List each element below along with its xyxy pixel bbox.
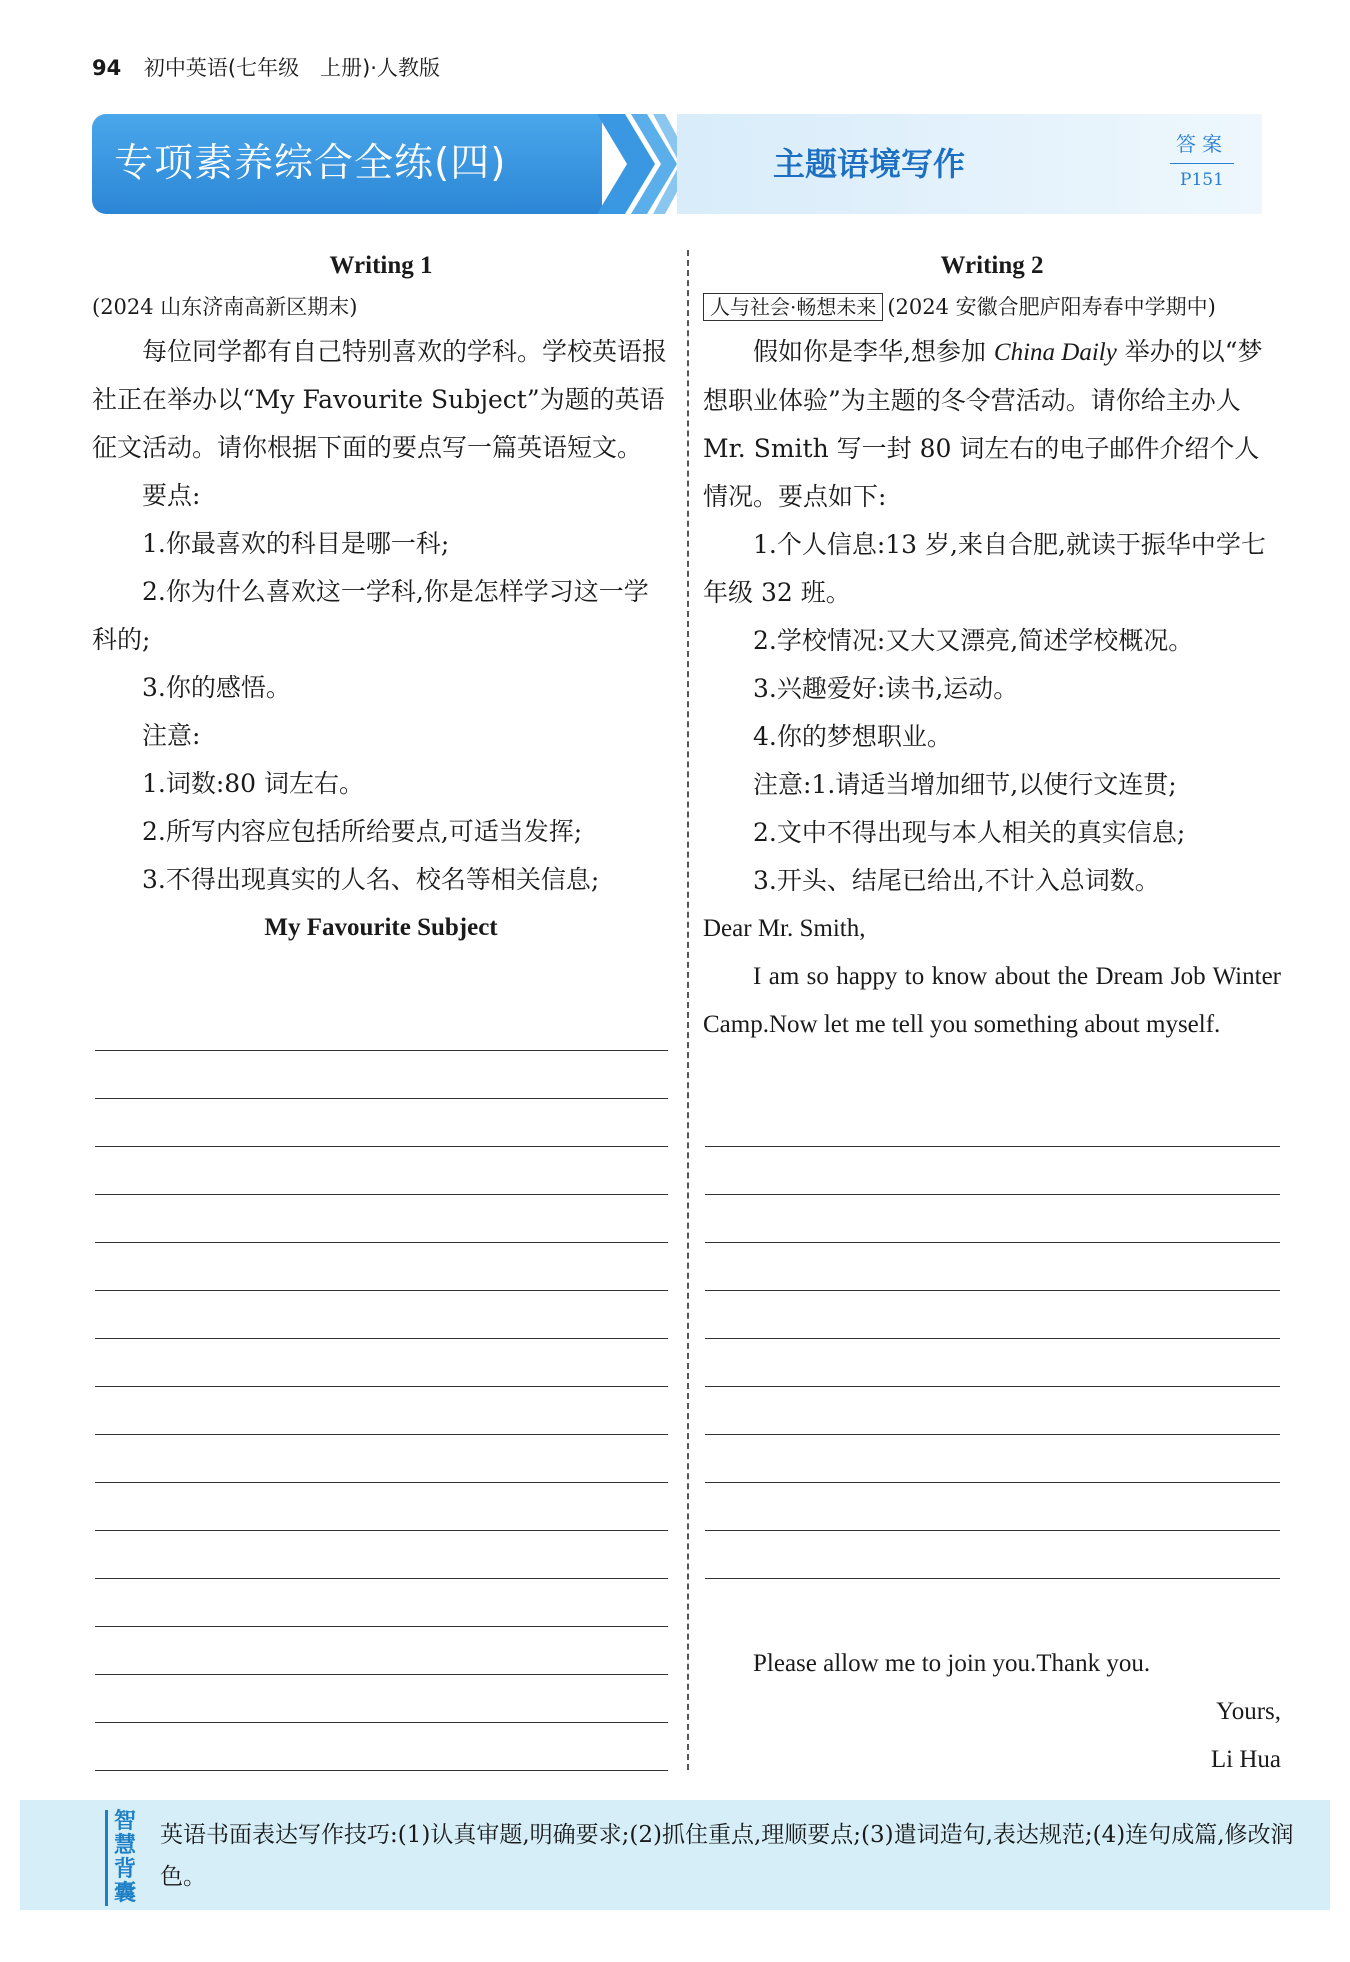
writing1-title: Writing 1 (329, 252, 433, 279)
writing1-note: 3.不得出现真实的人名、校名等相关信息; (142, 865, 600, 894)
writing1-point: 3.你的感悟。 (142, 673, 291, 702)
tip-text: 英语书面表达写作技巧:(1)认真审题,明确要求;(2)抓住重点,理顺要点;(3)遣词造句,表达规范;(4)连句成篇,修改润色。 (160, 1822, 1294, 1890)
writing2-source: (2024 安徽合肥庐阳寿春中学期中) (887, 295, 1216, 319)
answer-line[interactable] (95, 1626, 668, 1627)
answer-line[interactable] (705, 1434, 1280, 1435)
answer-line[interactable] (95, 1290, 668, 1291)
answer-line[interactable] (705, 1146, 1280, 1147)
answer-line[interactable] (705, 1482, 1280, 1483)
answer-line[interactable] (95, 1050, 668, 1051)
answer-line[interactable] (95, 1146, 668, 1147)
answer-line[interactable] (95, 1722, 668, 1723)
writing2-point: 4.你的梦想职业。 (753, 722, 952, 751)
answer-line[interactable] (95, 1674, 668, 1675)
writing2-note: 注意:1.请适当增加细节,以使行文连贯; (753, 770, 1177, 799)
answer-line[interactable] (705, 1194, 1280, 1195)
writing2-point: 3.兴趣爱好:读书,运动。 (753, 674, 1019, 703)
letter-closing-block (703, 1640, 1281, 1784)
tip-box (20, 1800, 1330, 1910)
essay-title: My Favourite Subject (264, 914, 498, 941)
letter-signoff: Yours, (1216, 1698, 1281, 1725)
answer-label: 答案 (1176, 132, 1228, 156)
answer-line[interactable] (705, 1386, 1280, 1387)
writing2-note: 3.开头、结尾已给出,不计入总词数。 (753, 866, 1160, 895)
answer-line[interactable] (705, 1578, 1280, 1579)
answer-line[interactable] (95, 1338, 668, 1339)
newspaper-name: China Daily (993, 339, 1117, 366)
answer-page: P151 (1180, 170, 1224, 190)
banner-title: 专项素养综合全练(四) (92, 114, 602, 214)
answer-line[interactable] (95, 1530, 668, 1531)
section-banner (92, 114, 1262, 214)
writing2-intro-after: 举办的以“梦想职业体验”为主题的冬令营活动。请你给主办人 Mr. Smith 写一封 80 词左右的电子邮件介绍个人情况。要点如下: (703, 337, 1263, 511)
letter-greeting: Dear Mr. Smith, (703, 915, 866, 942)
answer-line[interactable] (705, 1242, 1280, 1243)
writing1-section (92, 246, 670, 952)
answer-line[interactable] (95, 1386, 668, 1387)
letter-closing: Please allow me to join you.Thank you. (753, 1650, 1151, 1677)
writing2-point: 1.个人信息:13 岁,来自合肥,就读于振华中学七年级 32 班。 (703, 530, 1266, 607)
answer-line[interactable] (95, 1770, 668, 1771)
answer-line[interactable] (95, 1242, 668, 1243)
answer-line[interactable] (95, 1194, 668, 1195)
writing1-points-label: 要点: (142, 481, 201, 510)
answer-line[interactable] (95, 1434, 668, 1435)
answer-line[interactable] (705, 1338, 1280, 1339)
answer-line[interactable] (95, 1578, 668, 1579)
banner-right-panel (677, 114, 1262, 214)
answer-line[interactable] (95, 1098, 668, 1099)
writing2-title: Writing 2 (940, 252, 1044, 279)
banner-subtitle: 主题语境写作 (773, 145, 966, 183)
writing1-point: 2.你为什么喜欢这一学科,你是怎样学习这一学科的; (92, 577, 649, 654)
writing1-point: 1.你最喜欢的科目是哪一科; (142, 529, 450, 558)
answer-reference (1162, 128, 1242, 190)
writing2-section (703, 246, 1281, 1049)
writing2-point: 2.学校情况:又大又漂亮,简述学校概况。 (753, 626, 1194, 655)
writing2-source-line (703, 286, 1281, 328)
answer-line[interactable] (95, 1482, 668, 1483)
writing1-source: (2024 山东济南高新区期末) (92, 295, 358, 319)
book-title: 初中英语(七年级 上册)·人教版 (143, 56, 440, 80)
writing2-intro-before: 假如你是李华,想参加 (753, 337, 994, 366)
writing1-note: 1.词数:80 词左右。 (142, 769, 365, 798)
page-header (92, 52, 440, 82)
tip-label: 智慧背囊 (105, 1810, 154, 1906)
letter-signature: Li Hua (1210, 1746, 1281, 1773)
writing1-intro: 每位同学都有自己特别喜欢的学科。学校英语报社正在举办以“My Favourite Subject”为题的英语征文活动。请你根据下面的要点写一篇英语短文。 (92, 337, 668, 462)
writing2-intro (703, 328, 1281, 521)
column-divider (687, 250, 689, 1770)
theme-tag: 人与社会·畅想未来 (703, 293, 883, 321)
writing1-note: 2.所写内容应包括所给要点,可适当发挥; (142, 817, 583, 846)
answer-divider (1170, 163, 1234, 164)
answer-line[interactable] (705, 1530, 1280, 1531)
writing2-note: 2.文中不得出现与本人相关的真实信息; (753, 818, 1186, 847)
page-number: 94 (92, 56, 122, 80)
writing1-notes-label: 注意: (142, 721, 201, 750)
answer-line[interactable] (705, 1290, 1280, 1291)
letter-opening: I am so happy to know about the Dream Job Winter Camp.Now let me tell you something about myself. (703, 963, 1281, 1038)
